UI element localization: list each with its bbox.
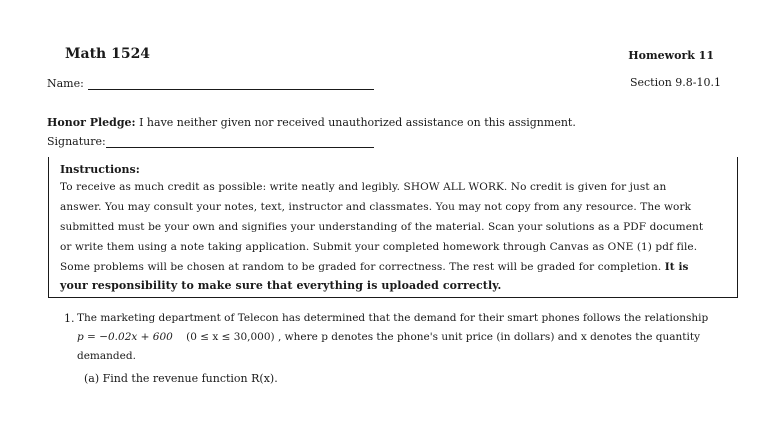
name-line[interactable]	[88, 89, 374, 90]
problem-number: 1.	[64, 312, 75, 325]
section-label: Section 9.8-10.1	[629, 76, 721, 89]
problem-text-rest: , where p denotes the phone's unit price (in dollars) and x denotes the quantity	[277, 331, 701, 343]
instructions-line: answer. You may consult your notes, text, instructor and classmates. You may not copy from any resource. The work	[60, 201, 692, 213]
course-title: Math 1524	[65, 46, 151, 62]
instructions-title: Instructions:	[60, 163, 140, 176]
signature-line[interactable]	[106, 147, 374, 148]
instructions-line: or write them using a note taking application. Submit your completed homework through Canvas as ONE (1) pdf file.	[60, 241, 698, 253]
instructions-line-with-emphasis	[60, 261, 689, 273]
demand-domain: (0 ≤ x ≤ 30,000)	[186, 331, 275, 343]
problem-text-line3: demanded.	[77, 350, 136, 362]
pledge-title: Honor Pledge:	[47, 116, 136, 129]
demand-formula: p = −0.02x + 600	[77, 331, 173, 343]
name-label: Name:	[47, 77, 84, 90]
instructions-line: submitted must be your own and signifies your understanding of the material. Scan your solutions as a PDF document	[60, 221, 704, 233]
instructions-emphasis-line: your responsibility to make sure that everything is uploaded correctly.	[60, 279, 502, 292]
instructions-text: Some problems will be chosen at random to be graded for correctness. The rest will be graded for completion.	[60, 261, 662, 273]
honor-pledge	[47, 116, 576, 129]
instructions-emphasis-start: It is	[664, 261, 689, 273]
homework-title: Homework 11	[628, 49, 714, 62]
pledge-text: I have neither given nor received unauthorized assistance on this assignment.	[139, 116, 576, 129]
signature-label: Signature:	[47, 135, 106, 148]
problem-text-line1: The marketing department of Telecon has determined that the demand for their smart phones follows the relationship	[77, 312, 709, 324]
part-a: (a) Find the revenue function R(x).	[84, 372, 278, 385]
instructions-line: To receive as much credit as possible: write neatly and legibly. SHOW ALL WORK. No credit is given for just an	[60, 181, 667, 193]
instructions-box	[48, 157, 738, 298]
problem-text-line2	[77, 331, 700, 343]
